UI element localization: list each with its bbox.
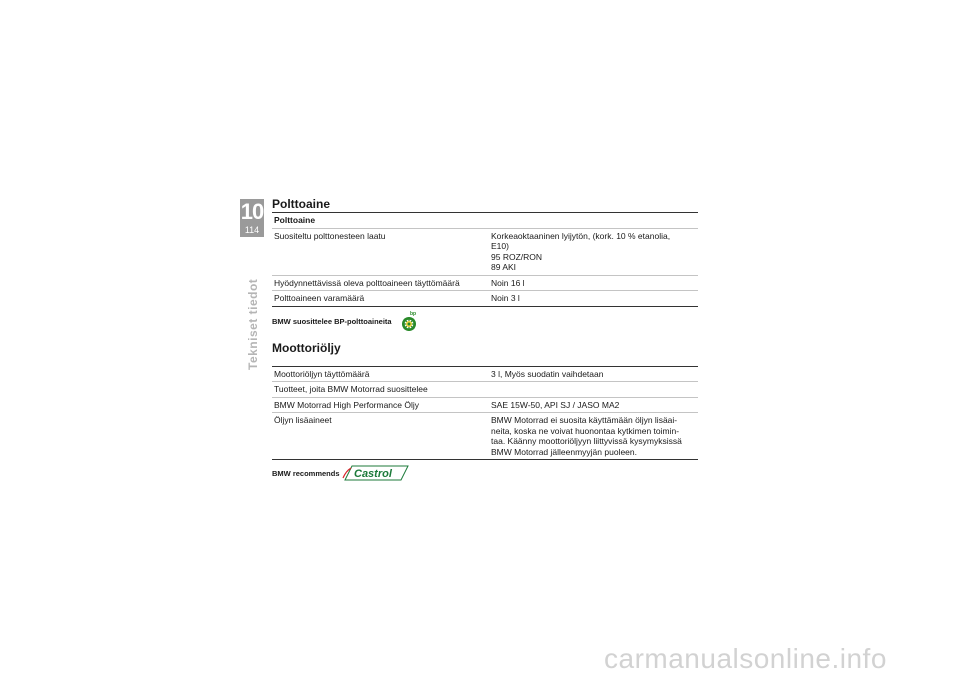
castrol-logo-text: Castrol bbox=[353, 468, 392, 480]
row-label: Tuotteet, joita BMW Motorrad suosittelee bbox=[274, 384, 428, 394]
fuel-table-header-row bbox=[272, 213, 698, 229]
row-label: Suositeltu polttonesteen laatu bbox=[274, 230, 386, 241]
fuel-table bbox=[272, 212, 698, 307]
table-row bbox=[272, 397, 698, 413]
bp-recommendation-text: BMW suosittelee BP-polttoaineita bbox=[272, 317, 392, 326]
chapter-tab bbox=[240, 199, 264, 237]
row-value: 3 l, Myös suodatin vaihdetaan bbox=[491, 368, 604, 379]
table-row bbox=[272, 291, 698, 307]
row-label: Polttoaineen varamäärä bbox=[274, 293, 365, 303]
row-value-line: 89 AKI bbox=[491, 262, 517, 272]
row-value-line: Korkeaoktaaninen lyijytön, (kork. 10 % etanolia, bbox=[491, 230, 671, 241]
table-row bbox=[272, 228, 698, 275]
row-value-line: E10) bbox=[491, 241, 509, 251]
page-number: 114 bbox=[240, 225, 264, 236]
fuel-section-title: Polttoaine bbox=[272, 197, 331, 211]
table-row bbox=[272, 382, 698, 398]
bp-recommendation bbox=[272, 310, 698, 334]
row-value-line: taa. Käänny moottoriöljyyn liittyvissä kysymyksissä bbox=[491, 436, 682, 446]
row-value: Noin 3 l bbox=[491, 293, 520, 303]
fuel-table-header: Polttoaine bbox=[274, 215, 316, 225]
chapter-side-label: Tekniset tiedot bbox=[246, 278, 260, 370]
row-value bbox=[489, 413, 698, 460]
castrol-recommendation-text: BMW recommends bbox=[272, 468, 340, 478]
row-value-line: 95 ROZ/RON bbox=[491, 251, 543, 262]
row-label: Hyödynnettävissä oleva polttoaineen täyttömäärä bbox=[274, 277, 460, 288]
svg-text:bp: bp bbox=[409, 310, 416, 317]
row-value: Noin 16 l bbox=[491, 277, 525, 288]
row-label: Moottoriöljyn täyttömäärä bbox=[274, 368, 370, 379]
page-content bbox=[272, 196, 698, 482]
row-value: SAE 15W-50, API SJ / JASO MA2 bbox=[491, 399, 620, 410]
row-label: Öljyn lisäaineet bbox=[274, 415, 332, 425]
table-row bbox=[272, 275, 698, 291]
castrol-logo-icon bbox=[342, 465, 410, 481]
oil-table bbox=[272, 366, 698, 461]
row-value-line: neita, koska ne voivat huonontaa kytkimen toimin- bbox=[491, 425, 680, 436]
row-value-line: BMW Motorrad jälleenmyyjän puoleen. bbox=[491, 446, 637, 457]
row-value-line: BMW Motorrad ei suosita käyttämään öljyn lisäai- bbox=[491, 415, 678, 425]
table-row bbox=[272, 413, 698, 460]
castrol-recommendation bbox=[272, 464, 698, 482]
watermark: carmanualsonline.info bbox=[604, 643, 887, 674]
row-label: BMW Motorrad High Performance Öljy bbox=[274, 399, 420, 410]
table-row bbox=[272, 366, 698, 382]
chapter-number: 10 bbox=[240, 199, 264, 224]
row-value bbox=[489, 228, 698, 275]
oil-section-title: Moottoriöljy bbox=[272, 340, 341, 355]
bp-helios-logo-icon bbox=[400, 311, 418, 333]
